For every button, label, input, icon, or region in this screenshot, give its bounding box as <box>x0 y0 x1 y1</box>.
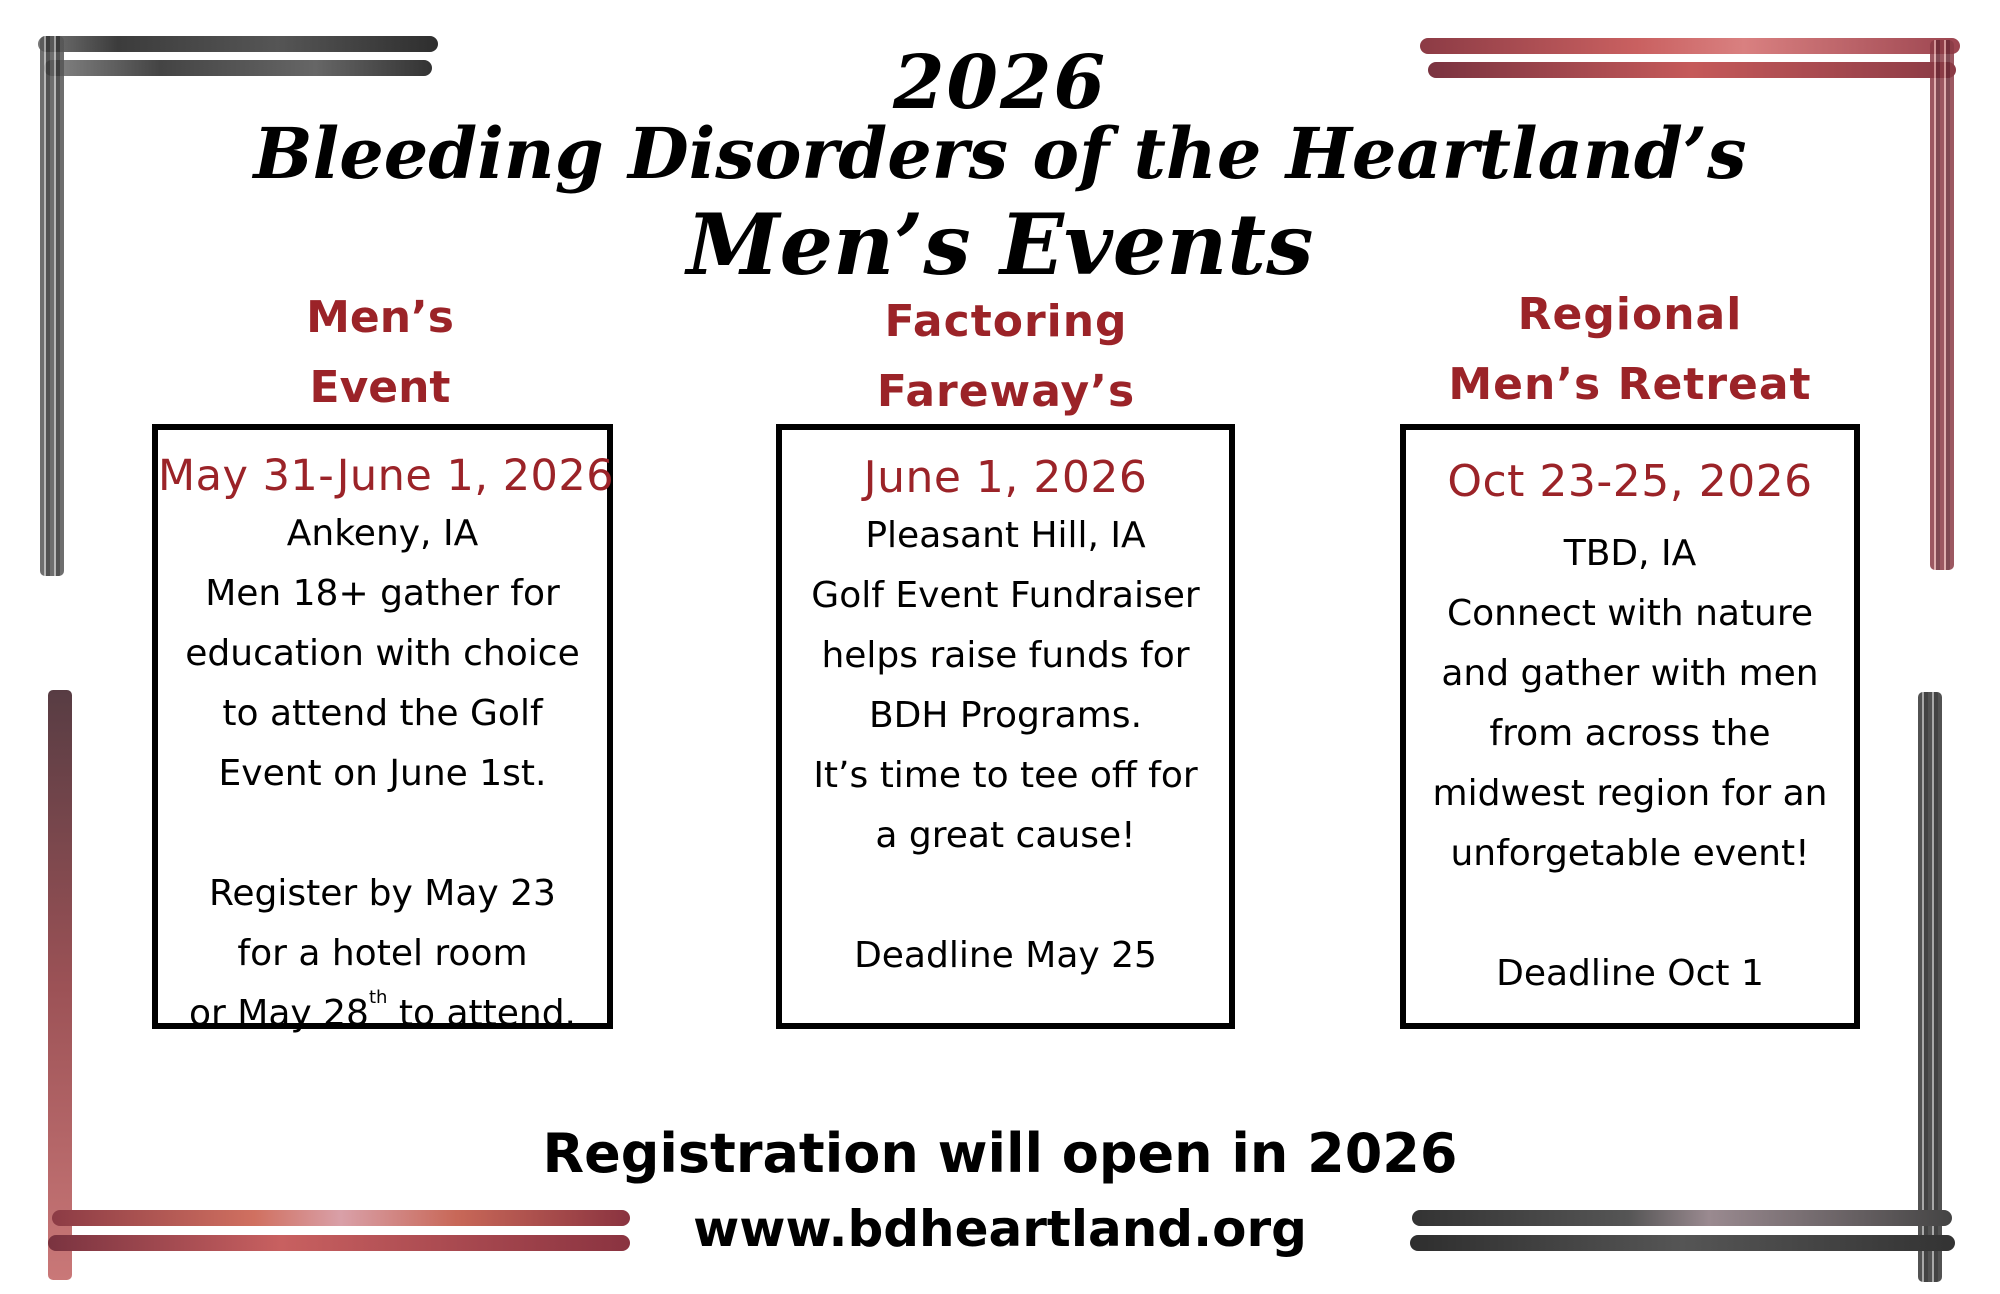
event-description-line: helps raise funds for <box>821 635 1190 676</box>
event-deadline: Deadline Oct 1 <box>1496 953 1764 994</box>
event-location: Ankeny, IA <box>286 513 479 554</box>
event-description-line: to attend the Golf <box>222 693 543 734</box>
header-title: Men’s Events <box>686 195 1314 294</box>
event-description-line: It’s time to tee off for <box>813 755 1198 796</box>
brush-stroke-right-bottom <box>1918 692 1942 1282</box>
event-description-line: Event on June 1st. <box>218 753 547 794</box>
heading-line: Men’s <box>306 292 454 343</box>
event-heading-factoring-fareways <box>806 287 1206 427</box>
event-location: Pleasant Hill, IA <box>865 515 1146 556</box>
event-description-line: Golf Event Fundraiser <box>811 575 1200 616</box>
event-card-factoring-fareways <box>776 424 1235 1029</box>
event-heading-regional-retreat <box>1420 280 1840 420</box>
event-deadline-line: for a hotel room <box>237 933 528 974</box>
event-date: Oct 23-25, 2026 <box>1447 456 1813 507</box>
heading-line: Event <box>309 362 451 413</box>
heading-line: Factoring <box>884 296 1128 347</box>
event-description-line: Connect with nature <box>1446 593 1814 634</box>
registration-notice: Registration will open in 2026 <box>542 1122 1458 1185</box>
event-description-line: midwest region for an <box>1432 773 1828 814</box>
event-card-regional-retreat <box>1400 424 1860 1029</box>
event-description-line: from across the <box>1489 713 1771 754</box>
event-date: June 1, 2026 <box>863 452 1148 503</box>
event-description-line: and gather with men <box>1441 653 1819 694</box>
heading-line: Fareway’s <box>876 366 1136 417</box>
event-location: TBD, IA <box>1563 533 1697 574</box>
event-card-mens-event <box>152 424 615 1034</box>
event-description-line: unforgetable event! <box>1450 833 1810 874</box>
heading-line: Men’s Retreat <box>1448 359 1812 410</box>
event-deadline-line-final <box>158 984 607 1044</box>
event-description-line: Men 18+ gather for <box>205 573 560 614</box>
heading-line: Regional <box>1517 289 1743 340</box>
ordinal-suffix: th <box>368 987 388 1008</box>
event-description-line: BDH Programs. <box>868 695 1143 736</box>
website-link[interactable]: www.bdheartland.org <box>693 1200 1307 1258</box>
event-description-line: education with choice <box>185 633 580 674</box>
header-organization: Bleeding Disorders of the Heartland’s <box>253 112 1747 195</box>
deadline-text: to attend. <box>387 993 576 1034</box>
event-heading-mens-event <box>190 283 570 423</box>
event-deadline-line: Register by May 23 <box>209 873 556 914</box>
header-year: 2026 <box>893 40 1107 126</box>
event-date: May 31-June 1, 2026 <box>158 451 615 501</box>
deadline-text: or May 28 <box>189 993 369 1034</box>
spacer <box>782 866 1229 926</box>
spacer <box>158 804 607 864</box>
brush-stroke-left-bottom <box>48 690 72 1280</box>
event-deadline: Deadline May 25 <box>854 935 1157 976</box>
event-description-line: a great cause! <box>875 815 1136 856</box>
spacer <box>1406 884 1854 944</box>
